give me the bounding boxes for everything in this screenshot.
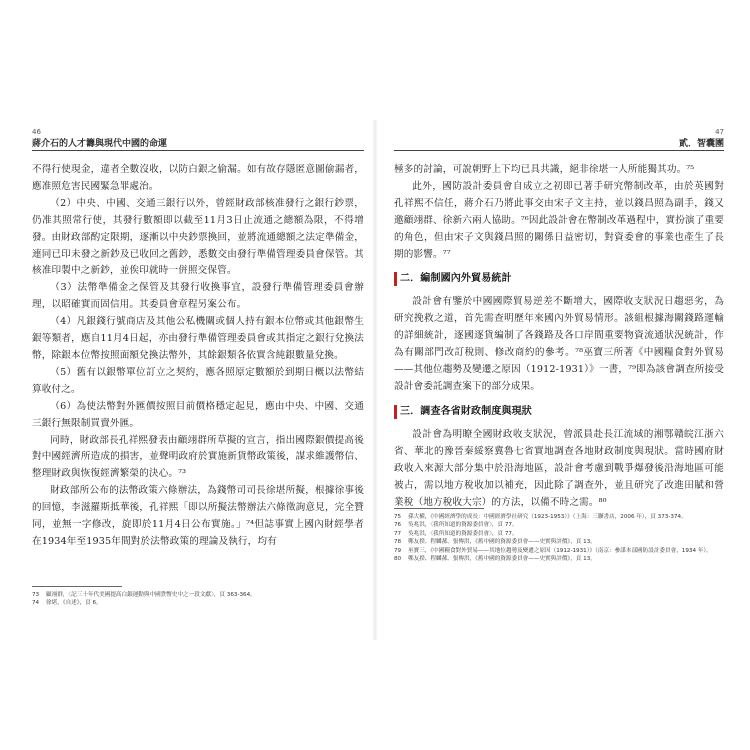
right-page (394, 128, 724, 628)
footnote-number: 80 (394, 556, 402, 563)
right-header-rule (394, 150, 724, 151)
paragraph: （2）中央、中國、交通三銀行以外，曾經財政部核准發行之銀行鈔票，仍准其照常行使，其發行數額即以截至11月3日止流通之總額為限，不得增發。由財政部酌定限期，逐漸以中央鈔票換回，並將流通總額之法定準備金，連同已印未發之新鈔及已收回之舊鈔，悉數交由發行準備管理委員會保管。其核准印製中之新鈔，並俟印就時一併照交保管。 (32, 197, 364, 277)
paragraph: 設計會有鑒於中國國際貿易逆差不斷增大，國際收支狀況日趨惡劣，為研究挽救之道，首先需查明歷年來國內外貿易情形。該組根據海關錢路運輸的詳細統計，逐國逐貨編制了各錢路及各口岸間重要物資流通狀況統計，作為有關部門改訂稅則、修改商約的參考。⁷⁸巫寶三所著《中國糧食對外貿易——其他位趨勢及變遷之原因（1912-1931）》一書，⁷⁹即為該會調查所接受設計會委託調查案下的部分成果。 (394, 296, 724, 392)
footnote-text: 巫寶三，《中國糧食對外貿易——其地位趨勢及變遷之原因（1912-1931）》（南京：參謀本部國防設計委員會，1934 年）。 (408, 547, 712, 554)
paragraph: （4）凡銀錢行號商店及其他公私機關或個人持有銀本位幣或其他銀幣生銀等類者，應自11月4日起，亦由發行準備管理委員會或其指定之銀行兌換法幣，除銀本位幣按照面額兌換法幣外，其餘銀類各依實含純銀數量兌換。 (32, 316, 364, 361)
section-heading-provincial-finance: 三．調查各省財政制度與現狀 (394, 405, 724, 419)
right-body-text (394, 162, 724, 511)
left-body-text (32, 162, 364, 551)
footnote-text: 吳兆洪，〈我所知道的資源委員會〉，頁 77。 (408, 530, 518, 537)
footnote (394, 530, 724, 538)
footnote-number: 74 (32, 600, 40, 607)
footnote-text: 孫大權，《中國經濟學的成長：中國經濟學社研究（1923-1953）》（上海：三聯書店，2006 年），頁 373-374。 (408, 514, 687, 520)
footnote (394, 555, 724, 563)
footnote (394, 521, 724, 529)
left-footnotes (32, 586, 364, 608)
paragraph: 設計會為明瞭全國財政收支狀況，曾派員赴長江流域的湘鄂贛皖江浙六省、華北的豫晉秦綏察冀魯七省實地調查各地財政制度與現狀。當時國府財政收入來源大部分集中於沿海地區，設計會考慮到戰爭爆發後沿海地區可能被占，需以地方稅收加以補充，因此除了調查外，並且研究了改進田賦和營業稅（地方稅收大宗）的方法，以備不時之需。⁸⁰ (394, 428, 724, 508)
left-running-head: 蔣介石的人才籌與現代中國的命運 (32, 139, 168, 149)
footnote-number: 73 (32, 592, 40, 598)
left-header-rule (32, 150, 364, 151)
paragraph: 此外，國防設計委員會自成立之初即已著手研究幣制改革，由於英國對孔祥熙不信任，蔣介石乃將此事交由宋子文主持，並以錢昌照為副手，錢又邀顧翊群、徐新六兩人協助。⁷⁶因此設計會在幣制改革過程中，實扮演了重要的角色，但由宋子文與錢昌照的關係日益密切，對資委會的事業也產生了長期的影響。⁷⁷ (394, 180, 724, 260)
right-page-number: 47 (715, 128, 724, 136)
footnote-number: 77 (394, 530, 402, 537)
footnote (394, 513, 724, 521)
footnote (394, 538, 724, 546)
section-heading-trade-statistics: 二．編制國內外貿易統計 (394, 272, 724, 286)
footnote-number: 75 (394, 514, 402, 520)
footnote (32, 599, 364, 607)
footnote-text: 徐堪，《自述》，頁 6。 (46, 600, 102, 607)
paragraph: 不得行使現金，違者全數沒收，以防白銀之偷漏。如有故存隱匿意圖偷漏者，應准照危害民國緊急罪處治。 (32, 164, 364, 192)
paragraph: 財政部所公布的法幣政策六條辦法，為錢幣司司長徐堪所擬，根據徐事後的回憶，李滋羅斯抵華後，孔祥熙「即以所擬法幣辦法六條徵詢意見，完全贊同，並無一字修改，旋即於11月4日公布實施。」⁷⁴但誌事實上國內財經學者在1934年至1935年間對於法幣政策的理論及執行，均有 (32, 485, 364, 547)
paragraph: （3）法幣準備金之保管及其發行收換事宜，設發行準備管理委員會辦理，以昭確實而固信用。其委員會章程另案公布。 (32, 282, 364, 311)
paragraph: （5）舊有以銀幣單位訂立之契約，應各照原定數額於到期日概以法幣結算收付之。 (32, 366, 364, 395)
left-page-number: 46 (32, 128, 41, 136)
footnote (32, 591, 364, 599)
paragraph: 同時，財政部長孔祥熙發表由顧翊群所草擬的宣言，指出國際銀價提高後對中國經濟所造成的損害，並聲明政府於實施新貨幣政策後，謀求維護幣信、整理財政與恢復經濟繁榮的決心。⁷³ (32, 434, 364, 480)
footnote (394, 547, 724, 555)
right-running-head: 貳．智囊團 (678, 139, 724, 149)
footnote-number: 78 (394, 539, 402, 546)
book-gutter (372, 120, 378, 640)
right-footnotes (394, 508, 724, 563)
footnote-text: 吳兆洪，〈我所知道的資源委員會〉，頁 77。 (408, 522, 518, 529)
footnote-text: 鄭友揆、程麟蓀、張傳洪，《舊中國的資源委員會——史實與評價》，頁 13。 (408, 556, 596, 563)
footnote-text: 鄭友揆、程麟蓀、張傳洪，《舊中國的資源委員會——史實與評價》，頁 13。 (408, 539, 596, 546)
footnote-number: 76 (394, 522, 402, 529)
paragraph: （6）為使法幣對外匯價按照目前價格穩定起見，應由中央、中國、交通三銀行無限制買賣外匯。 (32, 400, 364, 429)
footnote-text: 顧翊群，〈記三十年代美國提高白銀運動與中國貨幣史中之一段文獻〉，頁 363-364。 (46, 592, 256, 598)
paragraph: 極多的討論，可說朝野上下均已具共識，絕非徐堪一人所能獨其功。⁷⁵ (394, 164, 695, 175)
footnote-rule (394, 508, 484, 509)
footnote-number: 79 (394, 547, 402, 554)
footnote-rule (32, 586, 122, 587)
left-page (32, 128, 364, 628)
